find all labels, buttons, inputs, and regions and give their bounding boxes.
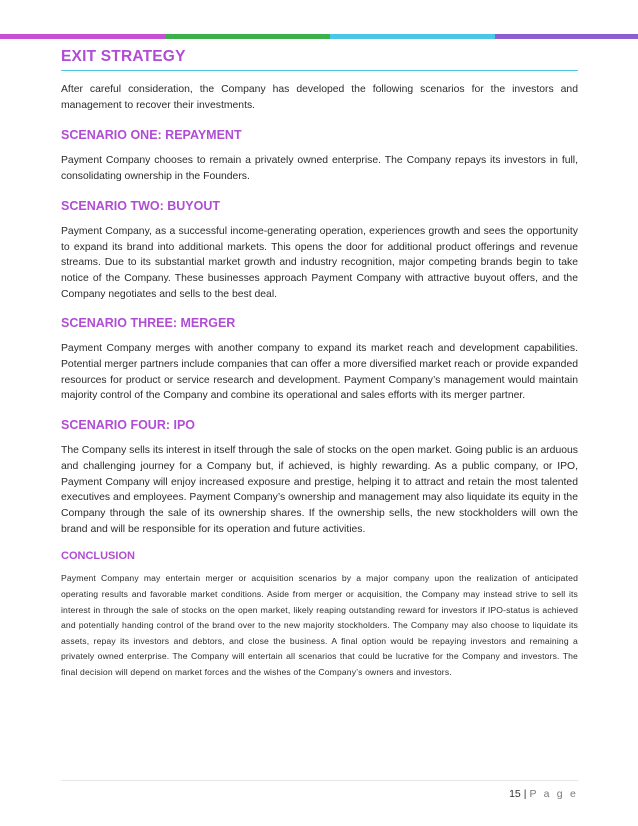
title-underline: [61, 70, 578, 71]
footer-separator: |: [523, 788, 527, 800]
page-number: 15: [509, 788, 521, 800]
scenario-one-body: Payment Company chooses to remain a privately owned enterprise. The Company repays its investors in full, consolidating ownership in the Founders.: [61, 155, 578, 183]
top-color-bar: [0, 34, 638, 39]
page-content: [61, 48, 578, 681]
intro-paragraph: After careful consideration, the Company has developed the following scenarios for the investors and management to recover their investments.: [61, 84, 578, 111]
conclusion-heading: CONCLUSION: [61, 550, 135, 563]
scenario-four-body: The Company sells its interest in itself through the sale of stocks on the open market. Going public is an arduous and challenging journey for a Company but, if achieved, is highly rewarding. As a public company, or IPO, Payment Company will enjoy increased exposure and prestige, helping it to attract and retain the most talented executives and employees. Payment Company’s ownership and management may also liquidate its equity in the Company through the sale of its ownership shares. If the ownership sells, the new stockholders will own the brand and will be responsible for its operation and future activities.: [61, 445, 578, 535]
scenario-three-heading: SCENARIO THREE: MERGER: [61, 316, 236, 331]
color-bar-segment: [330, 34, 495, 39]
scenario-two-heading: SCENARIO TWO: BUYOUT: [61, 198, 221, 213]
color-bar-segment: [0, 34, 165, 39]
page-label: P a g e: [529, 788, 578, 800]
conclusion-body: Payment Company may entertain merger or acquisition scenarios by a major company upon the realization of anticipated operating results and favorable market conditions. Aside from merger or acquisition, the Company may instead strive to sell its interest in through the sale of stocks on the open market, likely reaping outstanding reward for investors if IPO-status is achieved and potentially handing control of the brand over to the new majority stockholders. The Company may also choose to liquidate its assets, repay its investors and debtors, and close the business. A final option would be repaying investors and remaining a privately owned enterprise. The Company will entertain all scenarios that could be lucrative for the Company and investors. The final decision will depend on market forces and the wishes of the Company’s owners and investors.: [61, 573, 578, 677]
scenario-two-body: Payment Company, as a successful income-generating operation, experiences growth and sees the opportunity to expand its brand into additional markets. This opens the door for additional product offerings and revenue streams. Due to its substantial market growth and industry recognition, major competing brands begin to take notice of the Company. These businesses approach Payment Company with attractive buyout offers, and the Company negotiates and sells to the best deal.: [61, 225, 578, 300]
color-bar-segment: [495, 34, 638, 39]
scenario-one-heading: SCENARIO ONE: REPAYMENT: [61, 128, 242, 143]
color-bar-segment: [165, 34, 330, 39]
page-footer: [509, 788, 578, 800]
scenario-four-heading: SCENARIO FOUR: IPO: [61, 418, 196, 433]
footer-divider: [61, 780, 578, 781]
page-title: EXIT STRATEGY: [61, 48, 186, 65]
scenario-three-body: Payment Company merges with another company to expand its market reach and development capabilities. Potential merger partners include companies that can offer a more diversified market reach or provide expanded resources for product or service research and development. Payment Company’s management would maintain majority control of the Company and combine its operational and sales efforts with its merger partner.: [61, 343, 578, 402]
